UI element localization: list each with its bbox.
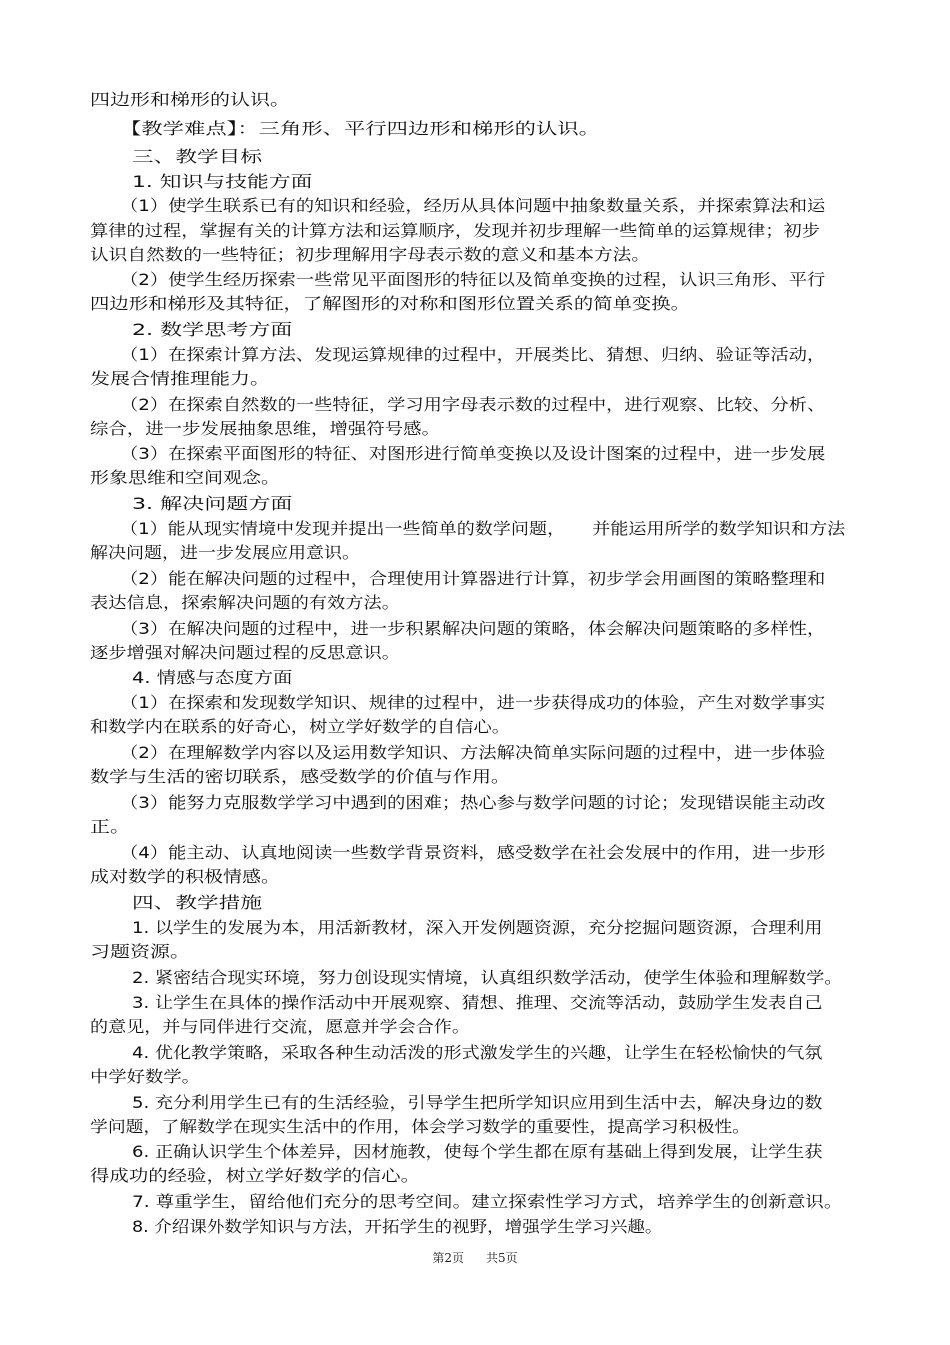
text-line: （2）在探索自然数的一些特征，学习用字母表示数的过程中，进行观察、比较、分析、 [120, 395, 826, 414]
text-line: 四边形和梯形的认识。 [90, 90, 291, 109]
text-line: 正。 [90, 817, 131, 836]
text-line: 1. 以学生的发展为本，用活新教材，深入开发例题资源，充分挖掘问题资源，合理利用 [132, 918, 823, 937]
text-line: （1）能从现实情境中发现并提出一些简单的数学问题， 并能运用所学的数学知识和方法 [120, 519, 846, 538]
subsection-heading: 3. 解决问题方面 [132, 494, 293, 513]
text-line: 认识自然数的一些特征；初步理解用字母表示数的意义和基本方法。 [90, 245, 651, 264]
text-line: 逐步增强对解决问题过程的反思意识。 [90, 643, 401, 662]
text-line: 发展合情推理能力。 [90, 369, 271, 388]
key-difficulty-line: 【教学难点】：三角形、平行四边形和梯形的认识。 [120, 119, 601, 138]
text-line: 综合，进一步发展抽象思维，增强符号感。 [90, 419, 441, 438]
text-line: （2）在理解数学内容以及运用数学知识、方法解决简单实际问题的过程中，进一步体验 [120, 743, 826, 762]
subsection-heading: 2. 数学思考方面 [132, 320, 293, 339]
text-line: 的意见，并与同伴进行交流，愿意并学会合作。 [90, 1017, 471, 1036]
text-line: 数学与生活的密切联系，感受数学的价值与作用。 [90, 767, 511, 786]
text-line: （2）使学生经历探索一些常见平面图形的特征以及简单变换的过程，认识三角形、平行 [120, 270, 826, 289]
text-line: （3）能努力克服数学学习中遇到的困难；热心参与数学问题的讨论；发现错误能主动改 [120, 793, 826, 812]
text-line: 8. 介绍课外数学知识与方法，开拓学生的视野，增强学生学习兴趣。 [132, 1217, 663, 1236]
text-line: （3）在探索平面图形的特征、对图形进行简单变换以及设计图案的过程中，进一步发展 [120, 444, 826, 463]
text-line: 和数学内在联系的好奇心，树立学好数学的自信心。 [90, 717, 511, 736]
text-line: （1）在探索和发现数学知识、规律的过程中，进一步获得成功的体验，产生对数学事实 [120, 693, 826, 712]
page-footer [0, 1250, 950, 1266]
text-line: （2）能在解决问题的过程中，合理使用计算器进行计算，初步学会用画图的策略整理和 [120, 569, 826, 588]
text-line: 4. 优化教学策略，采取各种生动活泼的形式激发学生的兴趣，让学生在轻松愉快的气氛 [132, 1043, 823, 1062]
text-line: 学问题，了解数学在现实生活中的作用，体会学习数学的重要性，提高学习积极性。 [90, 1117, 751, 1136]
page-number: 第2页 [432, 1251, 464, 1265]
subsection-heading: 1. 知识与技能方面 [132, 172, 313, 191]
text-line: 形象思维和空间观念。 [90, 468, 281, 487]
page-total: 共5页 [486, 1251, 518, 1265]
text-line: （4）能主动、认真地阅读一些数学背景资料，感受数学在社会发展中的作用，进一步形 [120, 843, 826, 862]
text-line: 5. 充分利用学生已有的生活经验，引导学生把所学知识应用到生活中去，解决身边的数 [132, 1093, 823, 1112]
text-line: 2. 紧密结合现实环境，努力创设现实情境，认真组织数学活动，使学生体验和理解数学。 [132, 968, 843, 987]
text-line: （3）在解决问题的过程中，进一步积累解决问题的策略，体会解决问题策略的多样性， [120, 619, 826, 638]
text-line: （1）在探索计算方法、发现运算规律的过程中，开展类比、猜想、归纳、验证等活动， [120, 345, 826, 364]
text-line: 得成功的经验，树立学好数学的信心。 [90, 1166, 421, 1185]
text-line: 成对数学的积极情感。 [90, 867, 281, 886]
text-line: 四边形和梯形及其特征，了解图形的对称和图形位置关系的简单变换。 [90, 294, 691, 313]
section-heading: 四、教学措施 [132, 893, 263, 912]
text-line: 表达信息，探索解决问题的有效方法。 [90, 593, 401, 612]
text-line: （1）使学生联系已有的知识和经验，经历从具体问题中抽象数量关系，并探索算法和运 [120, 196, 826, 215]
text-line: 习题资源。 [90, 942, 191, 961]
text-line: 算律的过程，掌握有关的计算方法和运算顺序，发现并初步理解一些简单的运算规律；初步 [90, 221, 821, 240]
text-line: 解决问题，进一步发展应用意识。 [90, 543, 361, 562]
text-line: 中学好数学。 [90, 1067, 201, 1086]
text-line: 6. 正确认识学生个体差异，因材施教，使每个学生都在原有基础上得到发展，让学生获 [132, 1142, 823, 1161]
subsection-heading: 4. 情感与态度方面 [132, 668, 293, 687]
text-line: 7. 尊重学生，留给他们充分的思考空间。建立探索性学习方式，培养学生的创新意识。 [132, 1192, 843, 1211]
text-line: 3. 让学生在具体的操作活动中开展观察、猜想、推理、交流等活动，鼓励学生发表自己 [132, 993, 823, 1012]
section-heading: 三、教学目标 [132, 147, 263, 166]
